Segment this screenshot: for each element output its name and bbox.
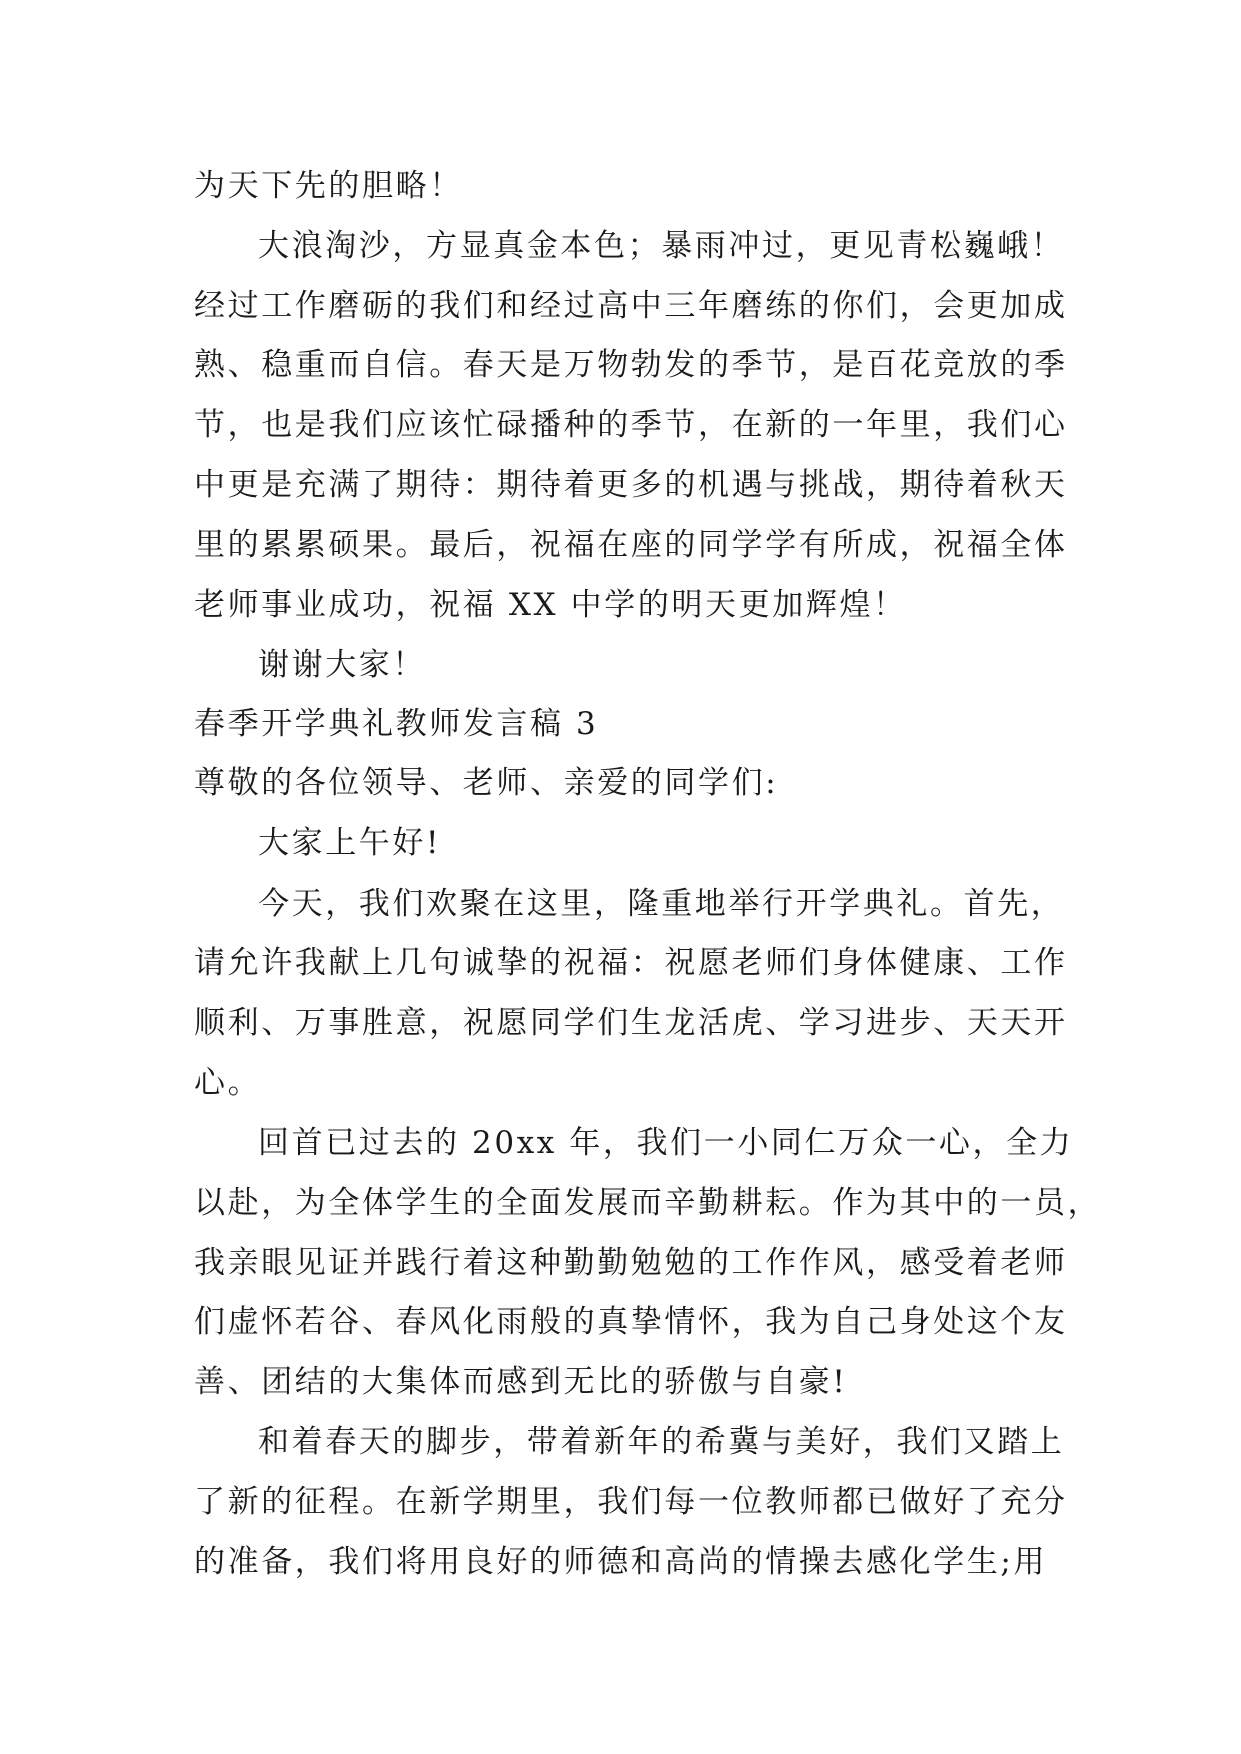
greeting: 大家上午好!	[258, 825, 442, 861]
text-line: 以赴，为全体学生的全面发展而辛勤耕耘。作为其中的一员，	[194, 1185, 1102, 1221]
text-line: 为天下先的胆略！	[194, 168, 463, 204]
text-line: 心。	[194, 1065, 262, 1101]
text-line: 里的累累硕果。最后，祝福在座的同学学有所成，祝福全体	[194, 527, 1068, 563]
text-line: 节，也是我们应该忙碌播种的季节，在新的一年里，我们心	[194, 407, 1068, 443]
text-line: 的准备，我们将用良好的师德和高尚的情操去感化学生;用	[194, 1544, 1048, 1580]
text-line: 老师事业成功，祝福 XX 中学的明天更加辉煌！	[194, 587, 907, 623]
text-line: 中更是充满了期待：期待着更多的机遇与挑战，期待着秋天	[194, 467, 1068, 503]
text-line: 经过工作磨砺的我们和经过高中三年磨练的你们，会更加成	[194, 288, 1068, 324]
paragraph-line: 回首已过去的 20xx 年，我们一小同仁万众一心，全力	[258, 1125, 1074, 1161]
text-line: 顺利、万事胜意，祝愿同学们生龙活虎、学习进步、天天开	[194, 1005, 1068, 1041]
text-line: 了新的征程。在新学期里，我们每一位教师都已做好了充分	[194, 1484, 1068, 1520]
paragraph-line: 大浪淘沙，方显真金本色；暴雨冲过，更见青松巍峨！	[258, 228, 1065, 264]
section-title: 春季开学典礼教师发言稿 3	[194, 706, 599, 742]
text-line: 我亲眼见证并践行着这种勤勤勉勉的工作作风，感受着老师	[194, 1245, 1068, 1281]
text-line: 们虚怀若谷、春风化雨般的真挚情怀，我为自己身处这个友	[194, 1304, 1068, 1340]
text-line: 请允许我献上几句诚挚的祝福：祝愿老师们身体健康、工作	[194, 945, 1068, 981]
text-line: 熟、稳重而自信。春天是万物勃发的季节，是百花竞放的季	[194, 347, 1068, 383]
closing-thanks: 谢谢大家！	[258, 647, 426, 683]
text-line: 善、团结的大集体而感到无比的骄傲与自豪!	[194, 1364, 848, 1400]
salutation: 尊敬的各位领导、老师、亲爱的同学们:	[194, 765, 779, 801]
paragraph-line: 和着春天的脚步，带着新年的希冀与美好，我们又踏上	[258, 1424, 1065, 1460]
paragraph-line: 今天，我们欢聚在这里，隆重地举行开学典礼。首先，	[258, 886, 1065, 922]
